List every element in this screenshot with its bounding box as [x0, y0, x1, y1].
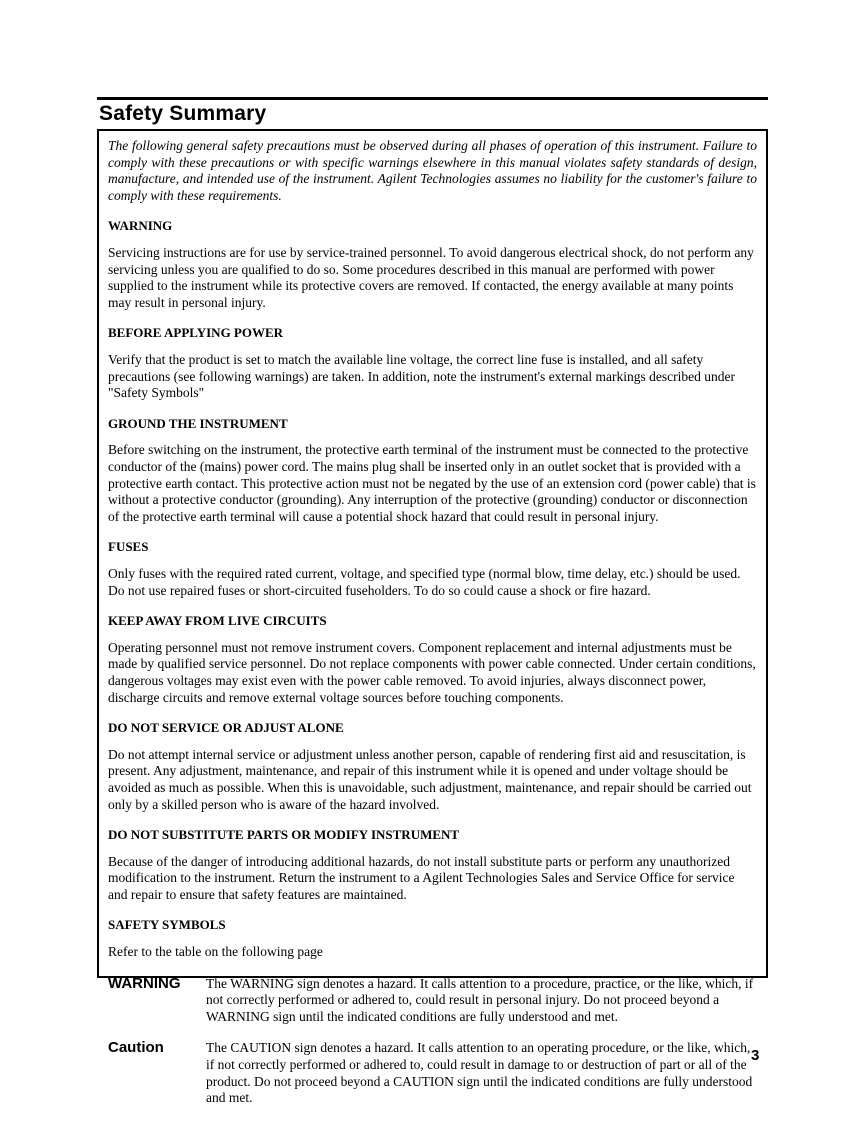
section-body-before-applying-power: Verify that the product is set to match the available line voltage, the correct line fuse is installed, and all safety precautions (see following warnings) are taken. In addition, note the instrument's external markings described under "Safety Symbols" — [108, 352, 735, 401]
warning-sign-text: The WARNING sign denotes a hazard. It calls attention to a procedure, practice, or the like, which, if not correctly performed or adhered to, could result in personal injury. Do not proceed beyond a WARNING sign until the indicated conditions are fully understood and met. — [206, 975, 754, 1024]
caution-sign-label: Caution — [108, 1039, 164, 1057]
section-body-keep-away-from-live-circuits: Operating personnel must not remove instrument covers. Component replacement and internal adjustments must be made by qualified service personnel. Do not replace components with power cable connected. Under certain conditions, dangerous voltages may exist even with the power cable removed. To avoid injuries, always disconnect power, discharge circuits and remove external voltage sources before touching components. — [108, 639, 756, 705]
section-heading-warning: WARNING — [108, 218, 173, 234]
section-heading-before-applying-power: BEFORE APPLYING POWER — [108, 325, 284, 341]
warning-sign-label: WARNING — [108, 974, 181, 992]
page-title: Safety Summary — [99, 102, 267, 125]
warning-sign-definition — [108, 976, 757, 1026]
section-body-safety-symbols: Refer to the table on the following page — [108, 944, 323, 960]
section-heading-safety-symbols: SAFETY SYMBOLS — [108, 917, 226, 933]
section-heading-keep-away-from-live-circuits: KEEP AWAY FROM LIVE CIRCUITS — [108, 613, 327, 629]
section-heading-do-not-substitute-parts: DO NOT SUBSTITUTE PARTS OR MODIFY INSTRUMENT — [108, 827, 460, 843]
section-body-do-not-service-or-adjust-alone: Do not attempt internal service or adjustment unless another person, capable of rendering first aid and resuscitation, is present. Any adjustment, maintenance, and repair of this instrument while it is opened and under voltage should be avoided as much as possible. When this is unavoidable, such adjustment, maintenance, and repair should be carried out only by a skilled person who is aware of the hazard involved. — [108, 746, 752, 812]
section-body-warning: Servicing instructions are for use by service-trained personnel. To avoid dangerous electrical shock, do not perform any servicing unless you are qualified to do so. Some procedures described in this manual are performed with power supplied to the instrument while its protective covers are removed. If contacted, the energy available at many points may result in personal injury. — [108, 245, 754, 310]
section-heading-fuses: FUSES — [108, 539, 149, 555]
caution-sign-text: The CAUTION sign denotes a hazard. It calls attention to an operating procedure, or the like, which, if not correctly performed or adhered to, could result in damage to or destruction of part or all of the product. Do not proceed beyond a CAUTION sign until the indicated conditions are fully understood and met. — [206, 1040, 753, 1106]
document-page — [97, 97, 768, 1106]
section-heading-do-not-service-or-adjust-alone: DO NOT SERVICE OR ADJUST ALONE — [108, 720, 344, 736]
page-number: 3 — [751, 1047, 760, 1064]
title-rule — [97, 97, 768, 100]
section-body-fuses: Only fuses with the required rated current, voltage, and specified type (normal blow, time delay, etc.) should be used. Do not use repaired fuses or short-circuited fuseholders. To do so could cause a shock or fire hazard. — [108, 565, 741, 598]
section-body-do-not-substitute-parts: Because of the danger of introducing additional hazards, do not install substitute parts or perform any unauthorized modification to the instrument. Return the instrument to a Agilent Technologies Sales and Service Office for service and repair to ensure that safety features are maintained. — [108, 853, 735, 902]
caution-sign-definition — [108, 1039, 760, 1106]
intro-paragraph: The following general safety precautions must be observed during all phases of operation of this instrument. Failure to comply with these precautions or with specific warnings elsewhere in this manual violates safety standards of design, manufacture, and intended use of the instrument. Agilent Technologies assumes no liability for the customer's failure to comply with these requirements. — [108, 138, 757, 203]
section-body-ground-the-instrument: Before switching on the instrument, the protective earth terminal of the instrument must be connected to the protective conductor of the (mains) power cord. The mains plug shall be inserted only in an outlet socket that is provided with a protective earth contact. This protective action must not be negated by the use of an extension cord (power cable) that is without a protective conductor (grounding). Any interruption of the protective (grounding) conductor or disconnection of the protective earth terminal will cause a potential shock hazard that could result in personal injury. — [108, 442, 756, 524]
section-heading-ground-the-instrument: GROUND THE INSTRUMENT — [108, 415, 288, 431]
safety-summary-box — [97, 129, 768, 1106]
